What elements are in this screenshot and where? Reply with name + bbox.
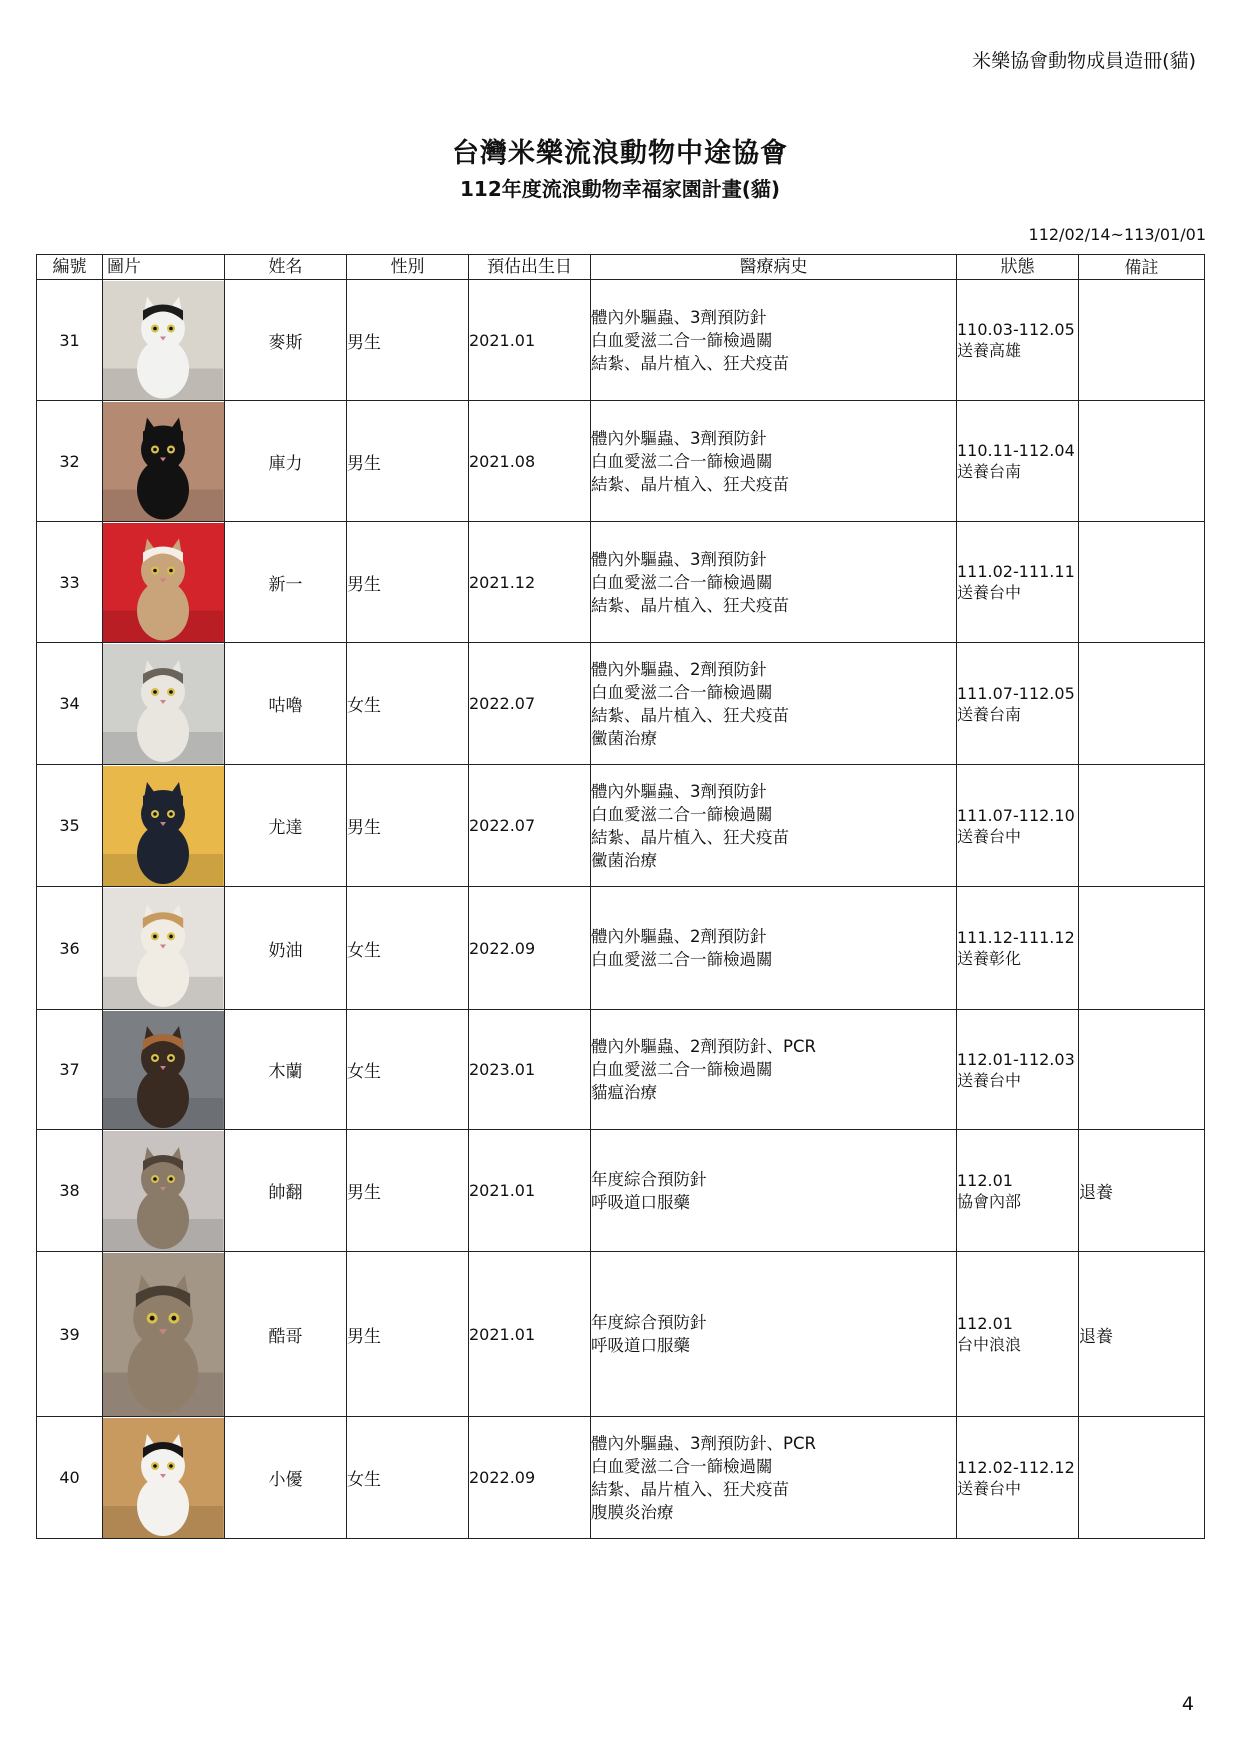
medical-history-line: 年度綜合預防針 [591,1169,707,1189]
cat-illustration [103,281,223,400]
cell-number: 37 [37,1010,103,1130]
cell-birth: 2022.09 [469,1417,591,1539]
cell-sex: 男生 [347,1252,469,1417]
cell-medical-history [591,643,957,765]
cell-number: 39 [37,1252,103,1417]
status-period: 111.02-111.11 [957,562,1075,581]
cell-photo [103,887,225,1010]
medical-history-line: 黴菌治療 [591,728,657,748]
cat-photo [103,888,224,1009]
cell-note [1079,522,1205,643]
cell-number: 40 [37,1417,103,1539]
status-outcome: 送養台中 [957,826,1022,846]
medical-history-line: 白血愛滋二合一篩檢過關 [591,950,773,969]
cell-photo [103,280,225,401]
medical-history-line: 腹膜炎治療 [591,1502,674,1522]
cell-medical-history [591,887,957,1010]
cell-birth: 2022.07 [469,765,591,887]
cell-medical-history [591,1252,957,1417]
cell-status [957,522,1079,643]
cell-birth: 2023.01 [469,1010,591,1130]
medical-history-line: 結紮、晶片植入、狂犬疫苗 [591,1479,789,1499]
status-outcome: 送養彰化 [957,949,1022,968]
medical-history-line: 白血愛滋二合一篩檢過關 [591,572,773,592]
cell-name: 咕嚕 [225,643,347,765]
cell-note [1079,1010,1205,1130]
status-period: 111.12-111.12 [957,928,1075,947]
cell-medical-history [591,280,957,401]
cell-sex: 女生 [347,887,469,1010]
cat-illustration [103,888,223,1009]
cell-photo [103,522,225,643]
cell-note [1079,401,1205,522]
status-period: 112.01 [957,1314,1013,1333]
status-outcome: 送養高雄 [957,341,1022,360]
medical-history-line: 白血愛滋二合一篩檢過關 [591,330,773,350]
medical-history-line: 體內外驅蟲、3劑預防針、PCR [591,1433,816,1453]
medical-history-line: 結紮、晶片植入、狂犬疫苗 [591,595,789,615]
cat-photo [103,281,224,400]
status-period: 110.03-112.05 [957,320,1075,339]
cat-illustration [103,1131,223,1251]
cell-medical-history [591,1417,957,1539]
medical-history-line: 結紮、晶片植入、狂犬疫苗 [591,353,789,373]
cell-sex: 女生 [347,643,469,765]
cell-number: 38 [37,1130,103,1252]
cat-photo [103,766,224,886]
status-period: 112.02-112.12 [957,1457,1075,1477]
cell-photo [103,1252,225,1417]
medical-history-line: 白血愛滋二合一篩檢過關 [591,682,773,702]
cell-sex: 男生 [347,280,469,401]
table-row [37,887,1205,1010]
cell-status [957,1010,1079,1130]
column-header-number: 編號 [37,255,103,280]
cell-note: 退養 [1079,1252,1205,1417]
status-outcome: 送養台中 [957,1478,1022,1498]
medical-history-line: 呼吸道口服藥 [591,1192,690,1212]
cell-status [957,887,1079,1010]
cat-illustration [103,523,223,642]
status-period: 110.11-112.04 [957,441,1075,460]
table-row [37,522,1205,643]
cell-name: 尤達 [225,765,347,887]
cat-photo [103,523,224,642]
table-row [37,643,1205,765]
cat-illustration [103,1011,223,1129]
status-outcome: 協會內部 [957,1191,1022,1211]
document-header-label: 米樂協會動物成員造冊(貓) [972,50,1196,72]
cell-birth: 2021.12 [469,522,591,643]
medical-history-line: 貓瘟治療 [591,1083,657,1102]
cell-birth: 2021.01 [469,1130,591,1252]
cell-number: 35 [37,765,103,887]
program-subtitle: 112年度流浪動物幸福家園計畫(貓) [459,177,781,201]
status-outcome: 送養台南 [957,462,1022,481]
column-header-status: 狀態 [957,255,1079,280]
cell-status [957,1130,1079,1252]
medical-history-line: 白血愛滋二合一篩檢過關 [591,1456,773,1476]
table-row [37,1417,1205,1539]
cell-name: 木蘭 [225,1010,347,1130]
page-number: 4 [1181,1693,1194,1715]
cat-illustration [103,766,223,886]
cell-sex: 男生 [347,1130,469,1252]
date-range: 112/02/14~113/01/01 [1028,225,1206,244]
medical-history-line: 體內外驅蟲、3劑預防針 [591,428,767,448]
table-row [37,1130,1205,1252]
cat-photo [103,1011,224,1129]
table-row [37,280,1205,401]
cell-status [957,1252,1079,1417]
medical-history-line: 體內外驅蟲、2劑預防針、PCR [591,1037,816,1056]
cat-illustration [103,644,223,764]
cat-photo [103,1131,224,1251]
table-header-row [37,255,1205,280]
column-header-sex: 性別 [347,255,469,280]
cell-note [1079,280,1205,401]
cell-photo [103,401,225,522]
medical-history-line: 體內外驅蟲、2劑預防針 [591,927,767,946]
status-period: 112.01-112.03 [957,1049,1075,1069]
medical-history-line: 體內外驅蟲、3劑預防針 [591,307,767,327]
cell-number: 31 [37,280,103,401]
column-header-name: 姓名 [225,255,347,280]
cell-name: 奶油 [225,887,347,1010]
cell-status [957,643,1079,765]
cell-name: 帥翻 [225,1130,347,1252]
medical-history-line: 體內外驅蟲、3劑預防針 [591,781,767,801]
table-row [37,1010,1205,1130]
cat-illustration [103,1418,223,1538]
cell-birth: 2022.07 [469,643,591,765]
cell-note: 退養 [1079,1130,1205,1252]
medical-history-line: 結紮、晶片植入、狂犬疫苗 [591,474,789,494]
cell-sex: 女生 [347,1010,469,1130]
column-header-note: 備註 [1079,255,1205,280]
cell-medical-history [591,401,957,522]
cell-sex: 男生 [347,522,469,643]
cell-medical-history [591,1010,957,1130]
cell-birth: 2021.08 [469,401,591,522]
cell-status [957,1417,1079,1539]
status-outcome: 送養台中 [957,1070,1022,1090]
medical-history-line: 體內外驅蟲、3劑預防針 [591,549,767,569]
medical-history-line: 體內外驅蟲、2劑預防針 [591,659,767,679]
status-outcome: 送養台南 [957,704,1022,724]
status-period: 112.01 [957,1170,1013,1190]
cell-name: 酷哥 [225,1252,347,1417]
cat-illustration [103,1253,223,1416]
cell-sex: 男生 [347,765,469,887]
cell-photo [103,643,225,765]
status-outcome: 送養台中 [957,583,1022,602]
cell-status [957,401,1079,522]
status-outcome: 台中浪浪 [957,1335,1022,1354]
cell-birth: 2021.01 [469,280,591,401]
cat-illustration [103,402,223,521]
cell-sex: 男生 [347,401,469,522]
cell-birth: 2022.09 [469,887,591,1010]
column-header-medical: 醫療病史 [591,255,957,280]
medical-history-line: 白血愛滋二合一篩檢過關 [591,451,773,471]
cell-note [1079,1417,1205,1539]
cell-photo [103,1130,225,1252]
cell-number: 33 [37,522,103,643]
cat-photo [103,644,224,764]
column-header-photo: 圖片 [103,255,225,280]
cell-number: 32 [37,401,103,522]
cell-name: 麥斯 [225,280,347,401]
cell-medical-history [591,522,957,643]
medical-history-line: 白血愛滋二合一篩檢過關 [591,804,773,824]
table-row [37,1252,1205,1417]
cell-status [957,765,1079,887]
organization-title: 台灣米樂流浪動物中途協會 [452,138,788,169]
table-row [37,765,1205,887]
cell-name: 庫力 [225,401,347,522]
medical-history-line: 白血愛滋二合一篩檢過關 [591,1060,773,1079]
cell-number: 34 [37,643,103,765]
cell-status [957,280,1079,401]
cell-note [1079,887,1205,1010]
cell-note [1079,765,1205,887]
column-header-birth: 預估出生日 [469,255,591,280]
cell-number: 36 [37,887,103,1010]
table-row [37,401,1205,522]
cell-medical-history [591,1130,957,1252]
medical-history-line: 年度綜合預防針 [591,1313,707,1332]
cat-photo [103,402,224,521]
medical-history-line: 黴菌治療 [591,850,657,870]
status-period: 111.07-112.05 [957,683,1075,703]
medical-history-line: 結紮、晶片植入、狂犬疫苗 [591,705,789,725]
cell-name: 新一 [225,522,347,643]
cell-photo [103,1417,225,1539]
cell-sex: 女生 [347,1417,469,1539]
status-period: 111.07-112.10 [957,805,1075,825]
cell-photo [103,1010,225,1130]
cat-roster-table [36,254,1205,1539]
cell-medical-history [591,765,957,887]
medical-history-line: 呼吸道口服藥 [591,1336,690,1355]
cell-birth: 2021.01 [469,1252,591,1417]
cell-note [1079,643,1205,765]
medical-history-line: 結紮、晶片植入、狂犬疫苗 [591,827,789,847]
cell-photo [103,765,225,887]
cell-name: 小優 [225,1417,347,1539]
cat-photo [103,1418,224,1538]
cat-photo [103,1253,224,1416]
